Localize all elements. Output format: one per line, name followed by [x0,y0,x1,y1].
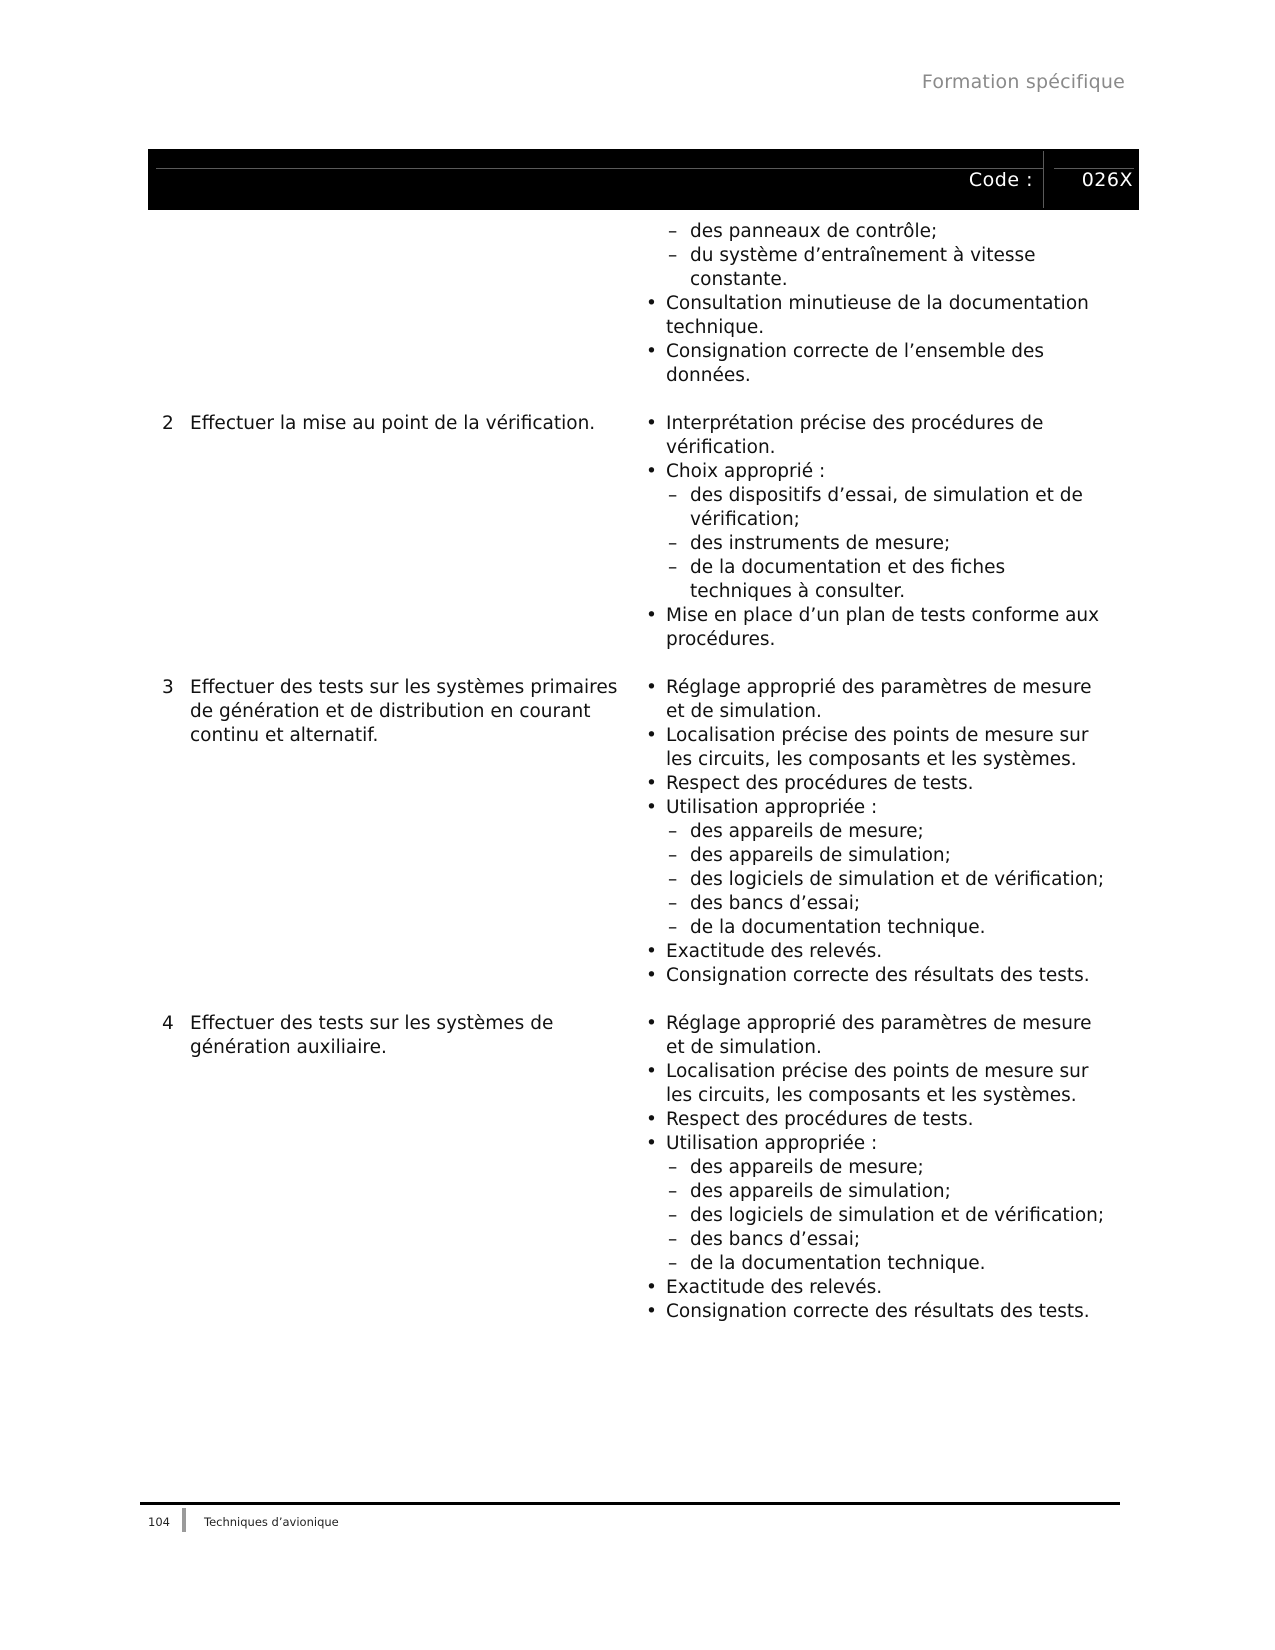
code-bar-separator [1043,151,1044,208]
document-title: Techniques d’avionique [204,1515,339,1529]
running-title: Formation spécifique [921,71,1125,93]
criterion-sub-item: – des appareils de simulation; [638,1180,1108,1204]
criterion-sub-item: – de la documentation et des fiches techniques à consulter. [638,556,1108,604]
criterion-bullet: • Utilisation appropriée : [638,1132,1108,1156]
criterion-sub-item: – des appareils de mesure; [638,1156,1108,1180]
footer-rule [140,1502,1120,1505]
criterion-bullet: • Exactitude des relevés. [638,1276,1108,1300]
criterion-bullet: • Consultation minutieuse de la documentation technique. [638,292,1108,340]
criterion-sub-item: – des logiciels de simulation et de vérification; [638,1204,1108,1228]
criterion-sub-item: – des bancs d’essai; [638,1228,1108,1252]
criterion-bullet: • Mise en place d’un plan de tests conforme aux procédures. [638,604,1108,652]
criterion-bullet: • Consignation correcte de l’ensemble des données. [638,340,1108,388]
page-number: 104 [148,1515,170,1529]
performance-criteria [638,412,1108,652]
criterion-sub-item: – du système d’entraînement à vitesse constante. [638,244,1108,292]
criterion-bullet: • Localisation précise des points de mesure sur les circuits, les composants et les systèmes. [638,1060,1108,1108]
criterion-sub-item: – des logiciels de simulation et de vérification; [638,868,1108,892]
criterion-bullet: • Consignation correcte des résultats des tests. [638,1300,1108,1324]
criterion-sub-item: – des appareils de mesure; [638,820,1108,844]
element-text: Effectuer des tests sur les systèmes primaires de génération et de distribution en courant continu et alternatif. [190,677,618,746]
element-text [190,220,630,388]
element-number [148,220,190,388]
criterion-bullet: • Réglage approprié des paramètres de mesure et de simulation. [638,676,1108,724]
criterion-bullet: • Réglage approprié des paramètres de mesure et de simulation. [638,1012,1108,1060]
element-of-competency [148,220,638,388]
element-number: 2 [162,413,174,434]
criterion-sub-item: – des dispositifs d’essai, de simulation et de vérification; [638,484,1108,532]
criteria-table [148,220,1128,1348]
code-label: Code : [968,169,1033,191]
criterion-sub-item: – de la documentation technique. [638,1252,1108,1276]
criteria-row [148,676,1128,988]
criterion-bullet: • Choix approprié : [638,460,1108,484]
criterion-bullet: • Utilisation appropriée : [638,796,1108,820]
criterion-sub-item: – des bancs d’essai; [638,892,1108,916]
code-bar [148,149,1139,210]
element-of-competency [148,676,638,988]
element-of-competency [148,412,638,652]
element-text: Effectuer des tests sur les systèmes de génération auxiliaire. [190,1013,554,1058]
element-text: Effectuer la mise au point de la vérification. [190,413,596,434]
criteria-row [148,1012,1128,1324]
criterion-bullet: • Interprétation précise des procédures de vérification. [638,412,1108,460]
criterion-bullet: • Respect des procédures de tests. [638,772,1108,796]
criteria-row [148,412,1128,652]
criterion-sub-item: – des appareils de simulation; [638,844,1108,868]
performance-criteria [638,676,1108,988]
criterion-sub-item: – de la documentation technique. [638,916,1108,940]
criterion-bullet: • Respect des procédures de tests. [638,1108,1108,1132]
footer-divider [182,1508,186,1532]
performance-criteria [638,1012,1108,1324]
criterion-sub-item: – des panneaux de contrôle; [638,220,1108,244]
element-of-competency [148,1012,638,1324]
criterion-bullet: • Localisation précise des points de mesure sur les circuits, les composants et les systèmes. [638,724,1108,772]
criteria-row [148,220,1128,388]
code-value: 026X [1081,169,1133,191]
criterion-bullet: • Exactitude des relevés. [638,940,1108,964]
criterion-sub-item: – des instruments de mesure; [638,532,1108,556]
performance-criteria [638,220,1108,388]
criterion-bullet: • Consignation correcte des résultats des tests. [638,964,1108,988]
element-number: 3 [162,677,174,698]
element-number: 4 [162,1013,174,1034]
